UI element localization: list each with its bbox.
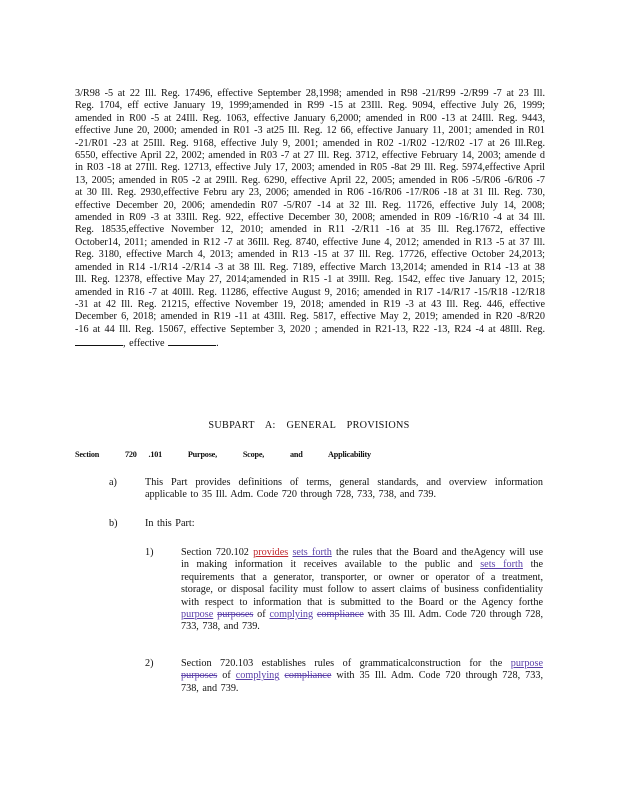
section-word: and bbox=[290, 450, 303, 459]
item-2-text bbox=[181, 658, 543, 695]
text-run: of bbox=[257, 609, 266, 621]
text-run: of bbox=[222, 670, 231, 682]
para-b-text: In this Part: bbox=[145, 518, 195, 529]
subpart-title: SUBPART A: GENERAL PROVISIONS bbox=[208, 420, 410, 431]
blank-line bbox=[75, 336, 123, 346]
inserted-text: sets forth bbox=[292, 547, 332, 558]
inserted-text: sets forth bbox=[480, 559, 523, 571]
inserted-text: purpose bbox=[510, 658, 543, 669]
deleted-text: compliance bbox=[316, 609, 364, 621]
text-run: Section 720.103 establishes rules of grammaticalconstruction for the bbox=[181, 658, 503, 669]
item-2-marker: 2) bbox=[145, 658, 154, 669]
section-word: Purpose, bbox=[187, 450, 217, 459]
blank-line bbox=[168, 336, 216, 346]
inserted-text: complying bbox=[269, 609, 314, 621]
para-a-marker: a) bbox=[109, 477, 117, 488]
text-run: the requirements that a generator, transporter, or owner or operator of a treatment, storage, or disposal facility must follow to assert claims of business confidentiality with respect to information that is submitted to the Board or the Agency forthe bbox=[181, 559, 544, 608]
text-run: with 35 Ill. Adm. Code 720 through 728, 733, 738, and 739. bbox=[181, 670, 543, 694]
text-run: with 35 Ill. Adm. Code 720 through 728, 733, 738, and 739. bbox=[181, 609, 543, 633]
source-history-note: 3/R98 -5 at 22 Ill. Reg. 17496, effective September 28,1998; amended in R98 -21/R99 -2/R99 -7 at 23 Ill. Reg. 1704, eff ective January 19, 1999;amended in R99 -15 at 23Ill. Reg. 9094, effective July 26, 1999; amended in R00 -5 at 24Ill. Reg. 1063, effective January 6,2000; amended in R00 -13 at 24Ill. Reg. 9443, effective June 20, 2000; amended in R01 -3 at25 Ill. Reg. 12 66, effective January 11, 2001; amended in R01 -21/R01 -23 at 25Ill. Reg. 9168, effective July 9, 2001; amended in R02 -1/R02 -12/R02 -17 at 26 Ill.Reg. 6550, effective April 22, 2002; amended in R03 -7 at 27 Ill. Reg. 3712, effective February 14, 2003; amende d in R03 -18 at 27Ill. Reg. 12713, effective July 17, 2003; amended in R05 -8at 29 Ill. Reg. 5974,effective April 13, 2005; amended in R05 -2 at 29Ill. Reg. 6290, effective April 22, 2005; amended in R06 -5/R06 -6/R06 -7 at 30 Ill. Reg. 2930,effective Febru ary 23, 2006; amended in R06 -16/R06 -17/R06 -18 at 31 Ill. Reg. 730, effective December 20, 2006; amendedin R07 -5/R07 -14 at 32 Ill. Reg. 11726, effective July 14, 2008; amended in R09 -3 at 33Ill. Reg. 922, effective December 30, 2008; amended in R09 -16/R10 -4 at 34 Ill. Reg. 18535,effective November 12, 2010; amended in R11 -2/R11 -16 at 35 Ill. Reg.17672, effective October14, 2011; amended in R12 -7 at 36Ill. Reg. 8740, effective June 4, 2012; amended in R13 -5 at 37 Ill. Reg. 3180, effective March 4, 2013; amended in R13 -15 at 37 Ill. Reg. 17726, effective October 24,2013; amended in R14 -1/R14 -2/R14 -3 at 38 Ill. Reg. 7189, effective March 13,2014; amended in R14 -13 at 38 Ill. Reg. 12378, effective May 27, 2014;amended in R15 -1 at 39Ill. Reg. 1542, effec tive January 12, 2015; amended in R16 -7 at 40Ill. Reg. 11286, effective August 9, 2016; amended in R17 -14/R17 -15/R18 -12/R18 -31 at 42 Ill. Reg. 21215, effective November 19, 2018; amended in R19 -3 at 43 Ill. Reg. 446, effective December 6, 2018; amended in R19 -11 at 43Ill. Reg. 5817, effective May 2, 2019; amended in R20 -8/R20 -16 at 44 Ill. Reg. 15067, effective September 3, 2020 ; amended in R21-13, R22 -13, R24 -4 at 48Ill. Reg. , effective . bbox=[75, 88, 545, 350]
history-effective: effective bbox=[129, 338, 165, 350]
deleted-text: compliance bbox=[284, 670, 332, 682]
text-run: Section 720.102 bbox=[181, 547, 249, 558]
inserted-text: provides bbox=[253, 547, 289, 558]
item-1-marker: 1) bbox=[145, 547, 154, 558]
section-heading bbox=[75, 449, 545, 461]
deleted-text: purposes bbox=[181, 670, 218, 682]
item-1-text bbox=[181, 547, 543, 634]
section-label: Section bbox=[75, 450, 100, 459]
para-a-text: This Part provides definitions of terms, general standards, and overview information applicable to 35 Ill. Adm. Code 720 through 728, 733, 738, and 739. bbox=[145, 477, 543, 501]
history-text: 3/R98 -5 at 22 Ill. Reg. 17496, effective September 28,1998; amended in R98 -21/R99 -2/R99 -7 at 23 Ill. Reg. 1704, eff ective January 19, 1999;amended in R99 -15 at 23Ill. Reg. 9094, effective July 26, 1999; amended in R00 -5 at 24Ill. Reg. 1063, effective January 6,2000; amended in R00 -13 at 24Ill. Reg. 9443, effective June 20, 2000; amended in R01 -3 at25 Ill. Reg. 12 66, effective January 11, 2001; amended in R01 -21/R01 -23 at 25Ill. Reg. 9168, effective July 9, 2001; amended in R02 -1/R02 -12/R02 -17 at 26 Ill.Reg. 6550, effective April 22, 2002; amended in R03 -7 at 27 Ill. Reg. 3712, effective February 14, 2003; amende d in R03 -18 at 27Ill. Reg. 12713, effective July 17, 2003; amended in R05 -8at 29 Ill. Reg. 5974,effective April 13, 2005; amended in R05 -2 at 29Ill. Reg. 6290, effective April 22, 2005; amended in R06 -5/R06 -6/R06 -7 at 30 Ill. Reg. 2930,effective Febru ary 23, 2006; amended in R06 -16/R06 -17/R06 -18 at 31 Ill. Reg. 730, effective December 20, 2006; amendedin R07 -5/R07 -14 at 32 Ill. Reg. 11726, effective July 14, 2008; amended in R09 -3 at 33Ill. Reg. 922, effective December 30, 2008; amended in R09 -16/R10 -4 at 34 Ill. Reg. 18535,effective November 12, 2010; amended in R11 -2/R11 -16 at 35 Ill. Reg.17672, effective October14, 2011; amended in R12 -7 at 36Ill. Reg. 8740, effective June 4, 2012; amended in R13 -5 at 37 Ill. Reg. 3180, effective March 4, 2013; amended in R13 -15 at 37 Ill. Reg. 17726, effective October 24,2013; amended in R14 -1/R14 -2/R14 -3 at 38 Ill. Reg. 7189, effective March 13,2014; amended in R14 -13 at 38 Ill. Reg. 12378, effective May 27, 2014;amended in R15 -1 at 39Ill. Reg. 1542, effec tive January 12, 2015; amended in R16 -7 at 40Ill. Reg. 11286, effective August 9, 2016; amended in R17 -14/R17 -15/R18 -12/R18 -31 at 42 Ill. Reg. 21215, effective November 19, 2018; amended in R19 -3 at 43 Ill. Reg. 446, effective December 6, 2018; amended in R19 -11 at 43Ill. Reg. 5817, effective May 2, 2019; amended in R20 -8/R20 -16 at 44 Ill. Reg. 15067, effective September 3, 2020 ; amended in R21-13, R22 -13, R24 -4 at 48Ill. Reg. bbox=[75, 88, 545, 335]
section-number: 720 .101 bbox=[124, 450, 162, 459]
text-run: the rules that the Board and theAgency will use in making information it receives available to the public and bbox=[181, 547, 544, 571]
history-end: . bbox=[216, 338, 219, 350]
deleted-text: purposes bbox=[217, 609, 254, 621]
section-word: Applicability bbox=[328, 450, 371, 459]
inserted-text: complying bbox=[235, 670, 280, 682]
inserted-text: purpose bbox=[181, 609, 214, 621]
section-word: Scope, bbox=[242, 450, 265, 459]
para-b-marker: b) bbox=[109, 518, 118, 529]
